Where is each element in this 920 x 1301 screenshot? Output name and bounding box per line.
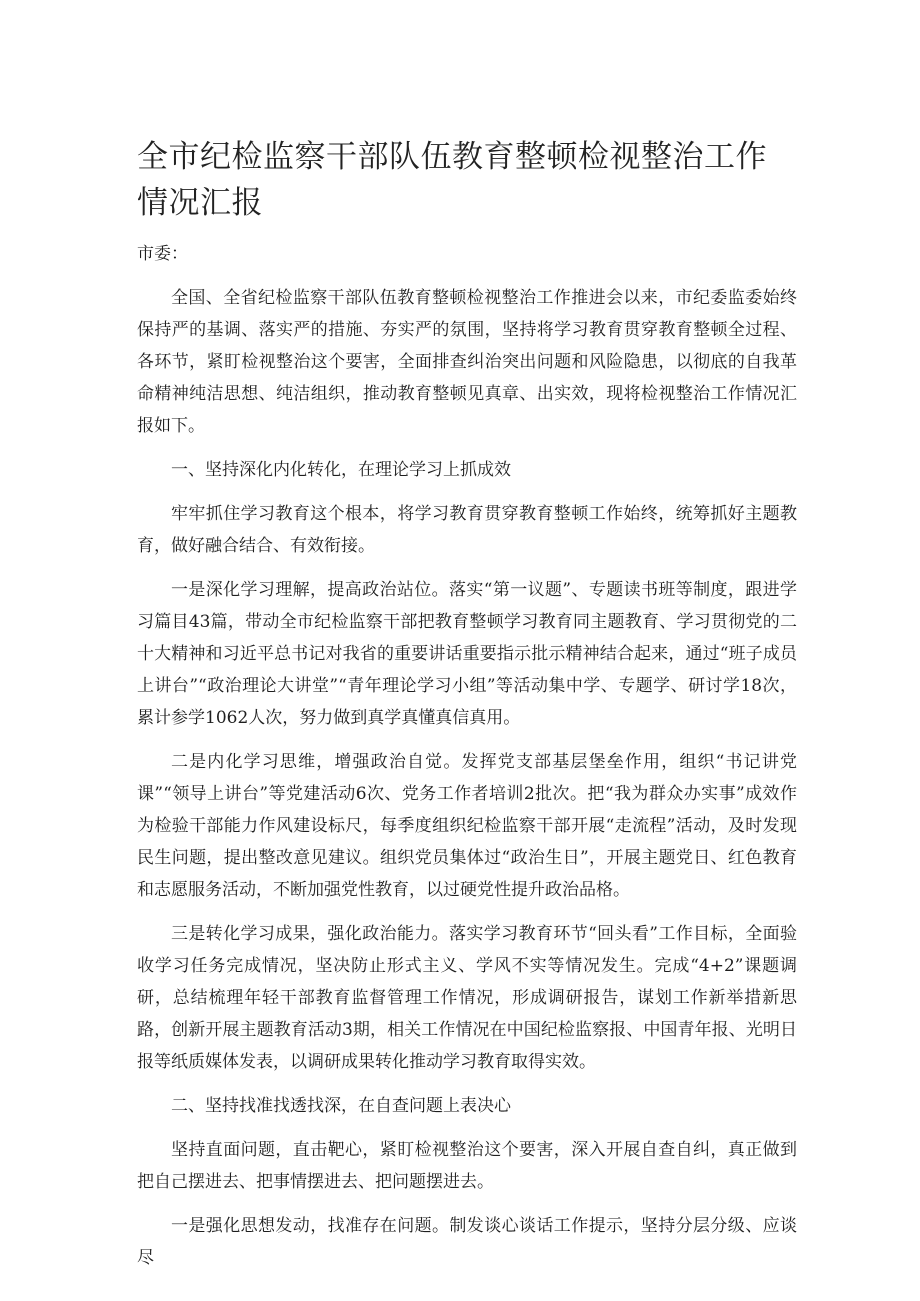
paragraph: 牢牢抓住学习教育这个根本，将学习教育贯穿教育整顿工作始终，统筹抓好主题教育，做好融合结合、有效衔接。 xyxy=(137,504,797,556)
section-heading-1: 一、坚持深化内化转化，在理论学习上抓成效 xyxy=(171,460,511,480)
paragraph: 一是强化思想发动，找准存在问题。制发谈心谈话工作提示，坚持分层分级、应谈尽 xyxy=(137,1216,797,1268)
paragraph: 一是深化学习理解，提高政治站位。落实“第一议题”、专题读书班等制度，跟进学习篇目43篇，带动全市纪检监察干部把教育整顿学习教育同主题教育、学习贯彻党的二十大精神和习近平总书记对我省的重要讲话重要指示批示精神结合起来，通过“班子成员上讲台”“政治理论大讲堂”“青年理论学习小组”等活动集中学、专题学、研讨学18次，累计参学1062人次，努力做到真学真懂真信真用。 xyxy=(137,580,797,728)
intro-paragraph: 全国、全省纪检监察干部队伍教育整顿检视整治工作推进会以来，市纪委监委始终保持严的基调、落实严的措施、夯实严的氛围，坚持将学习教育贯穿教育整顿全过程、各环节，紧盯检视整治这个要害，全面排查纠治突出问题和风险隐患，以彻底的自我革命精神纯洁思想、纯洁组织，推动教育整顿见真章、出实效，现将检视整治工作情况汇报如下。 xyxy=(137,288,797,436)
paragraph: 三是转化学习成果，强化政治能力。落实学习教育环节“回头看”工作目标，全面验收学习任务完成情况，坚决防止形式主义、学风不实等情况发生。完成“4+2”课题调研，总结梳理年轻干部教育监督管理工作情况，形成调研报告，谋划工作新举措新思路，创新开展主题教育活动3期，相关工作情况在中国纪检监察报、中国青年报、光明日报等纸质媒体发表，以调研成果转化推动学习教育取得实效。 xyxy=(137,924,797,1072)
salutation: 市委： xyxy=(137,244,188,264)
document-title: 全市纪检监察干部队伍教育整顿检视整治工作情况汇报 xyxy=(137,139,767,221)
section-heading-2: 二、坚持找准找透找深，在自查问题上表决心 xyxy=(171,1096,511,1116)
paragraph: 坚持直面问题，直击靶心，紧盯检视整治这个要害，深入开展自查自纠，真正做到把自己摆进去、把事情摆进去、把问题摆进去。 xyxy=(137,1140,797,1192)
paragraph: 二是内化学习思维，增强政治自觉。发挥党支部基层堡垒作用，组织“书记讲党课”“领导上讲台”等党建活动6次、党务工作者培训2批次。把“我为群众办实事”成效作为检验干部能力作风建设标尺，每季度组织纪检监察干部开展“走流程”活动，及时发现民生问题，提出整改意见建议。组织党员集体过“政治生日”，开展主题党日、红色教育和志愿服务活动，不断加强党性教育，以过硬党性提升政治品格。 xyxy=(137,752,797,900)
document-body xyxy=(137,238,797,1286)
